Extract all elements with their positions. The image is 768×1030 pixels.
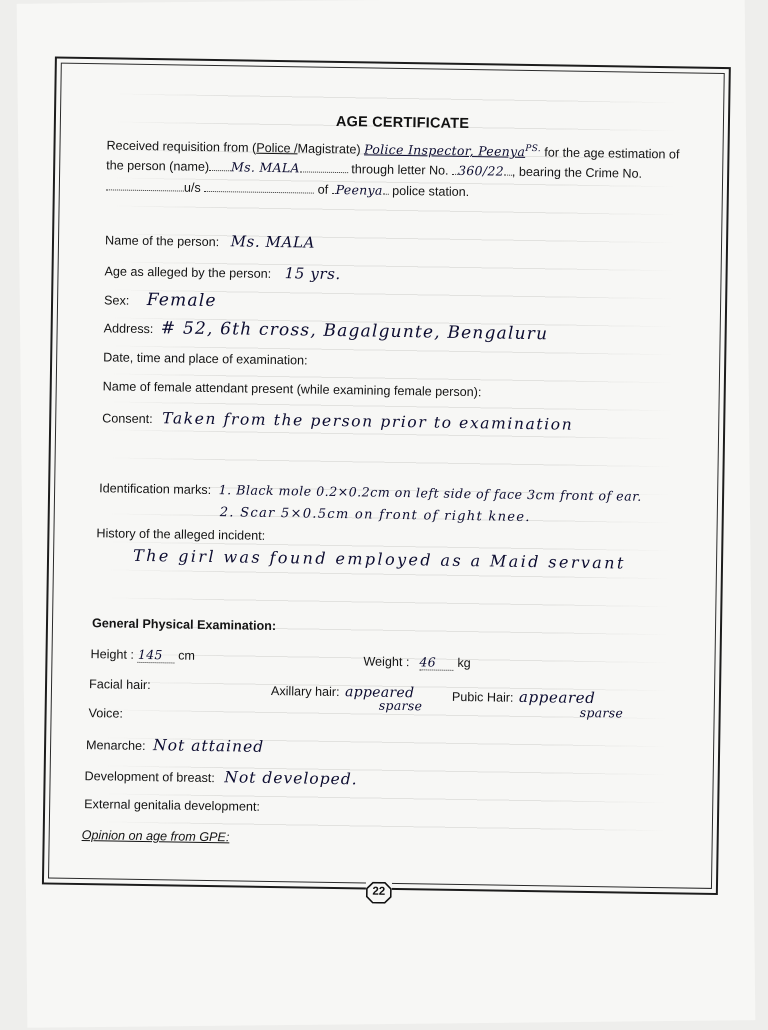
field-age: [104, 261, 341, 283]
requisition-text: police station.: [388, 183, 470, 200]
field-value: Ms. MALA: [230, 232, 316, 252]
requisition-text: Received requisition from (: [106, 138, 257, 155]
field-value: 15 yrs.: [284, 264, 341, 284]
field-label: Height :: [90, 647, 135, 662]
field-pubic-hair-2: [580, 705, 624, 721]
field-label: Sex:: [103, 293, 130, 308]
requisition-text: the person (name): [106, 158, 210, 174]
field-label: Voice:: [88, 706, 124, 721]
field-value: # 52, 6th cross, Bagalgunte, Bengaluru: [160, 318, 549, 345]
field-label: Weight :: [363, 654, 410, 670]
field-voice: [89, 706, 124, 721]
field-label: External genitalia development:: [84, 797, 261, 814]
field-value: appeared: [344, 684, 415, 702]
requisition-text: , bearing the Crime No.: [511, 164, 643, 181]
field-value: Not attained: [152, 736, 265, 756]
field-value: Taken from the person prior to examination: [162, 409, 574, 434]
field-value: sparse: [579, 704, 624, 721]
field-weight: [363, 653, 471, 670]
field-name: [105, 230, 315, 251]
field-label: History of the alleged incident:: [96, 526, 266, 543]
field-value: Female: [146, 289, 217, 312]
requisition-authority-suffix: PS.: [525, 143, 541, 155]
requisition-text: for the age estimation of: [540, 145, 680, 162]
field-value: 46: [419, 654, 454, 671]
requisition-letter-no: 360/22: [458, 162, 505, 179]
field-axillary-hair-2: [379, 698, 423, 714]
field-value: Not developed.: [224, 768, 358, 789]
identification-mark-1: 1. Black mole 0.2×0.2cm on left side of face 3cm front of ear.: [218, 482, 642, 504]
field-opinion: [82, 828, 230, 844]
field-label: Axillary hair:: [270, 683, 340, 700]
field-label: Name of the person:: [104, 233, 220, 250]
field-value: The girl was found employed as a Maid servant: [132, 545, 626, 573]
field-height: [90, 646, 195, 663]
field-label: Consent:: [102, 411, 153, 427]
field-label: Menarche:: [86, 738, 146, 754]
requisition-authority: Police Inspector, Peenya: [363, 141, 526, 160]
requisition-text: u/s: [183, 180, 205, 195]
field-value: 145: [138, 647, 175, 664]
field-label: Identification marks:: [99, 481, 212, 498]
requisition-station: Peenya: [335, 181, 383, 198]
field-label: Name of female attendant present (while examining female person):: [102, 379, 482, 400]
section-heading-text: General Physical Examination:: [91, 616, 277, 634]
field-genitalia: [84, 797, 260, 814]
field-value: appeared: [518, 687, 596, 708]
page-number-badge: [366, 882, 392, 904]
document-title: AGE CERTIFICATE: [335, 113, 470, 133]
field-label: Development of breast:: [84, 769, 215, 786]
field-label: Date, time and place of examination:: [103, 350, 308, 368]
section-heading: [92, 616, 276, 633]
weight-unit: kg: [457, 655, 471, 671]
field-sex: [104, 289, 217, 311]
field-label: Age as alleged by the person:: [104, 264, 272, 281]
page-number: 22: [372, 885, 386, 898]
requisition-text: Magistrate): [297, 141, 365, 157]
identification-mark-2: 2. Scar 5×0.5cm on front of right knee.: [219, 505, 531, 526]
field-value: sparse: [378, 697, 423, 714]
field-pubic-hair: [452, 687, 596, 707]
field-menarche: [86, 735, 264, 756]
requisition-police-option: Police /: [256, 140, 298, 156]
field-label: Facial hair:: [88, 677, 151, 693]
requisition-text: through letter No.: [347, 162, 453, 178]
requisition-person-name: Ms. MALA: [231, 159, 300, 176]
requisition-text: of: [314, 182, 332, 197]
height-unit: cm: [178, 648, 196, 663]
field-facial-hair: [89, 677, 151, 692]
field-label: Opinion on age from GPE:: [81, 828, 230, 845]
field-label: Address:: [103, 321, 154, 337]
field-label: Pubic Hair:: [451, 689, 514, 705]
field-history: [96, 526, 265, 543]
